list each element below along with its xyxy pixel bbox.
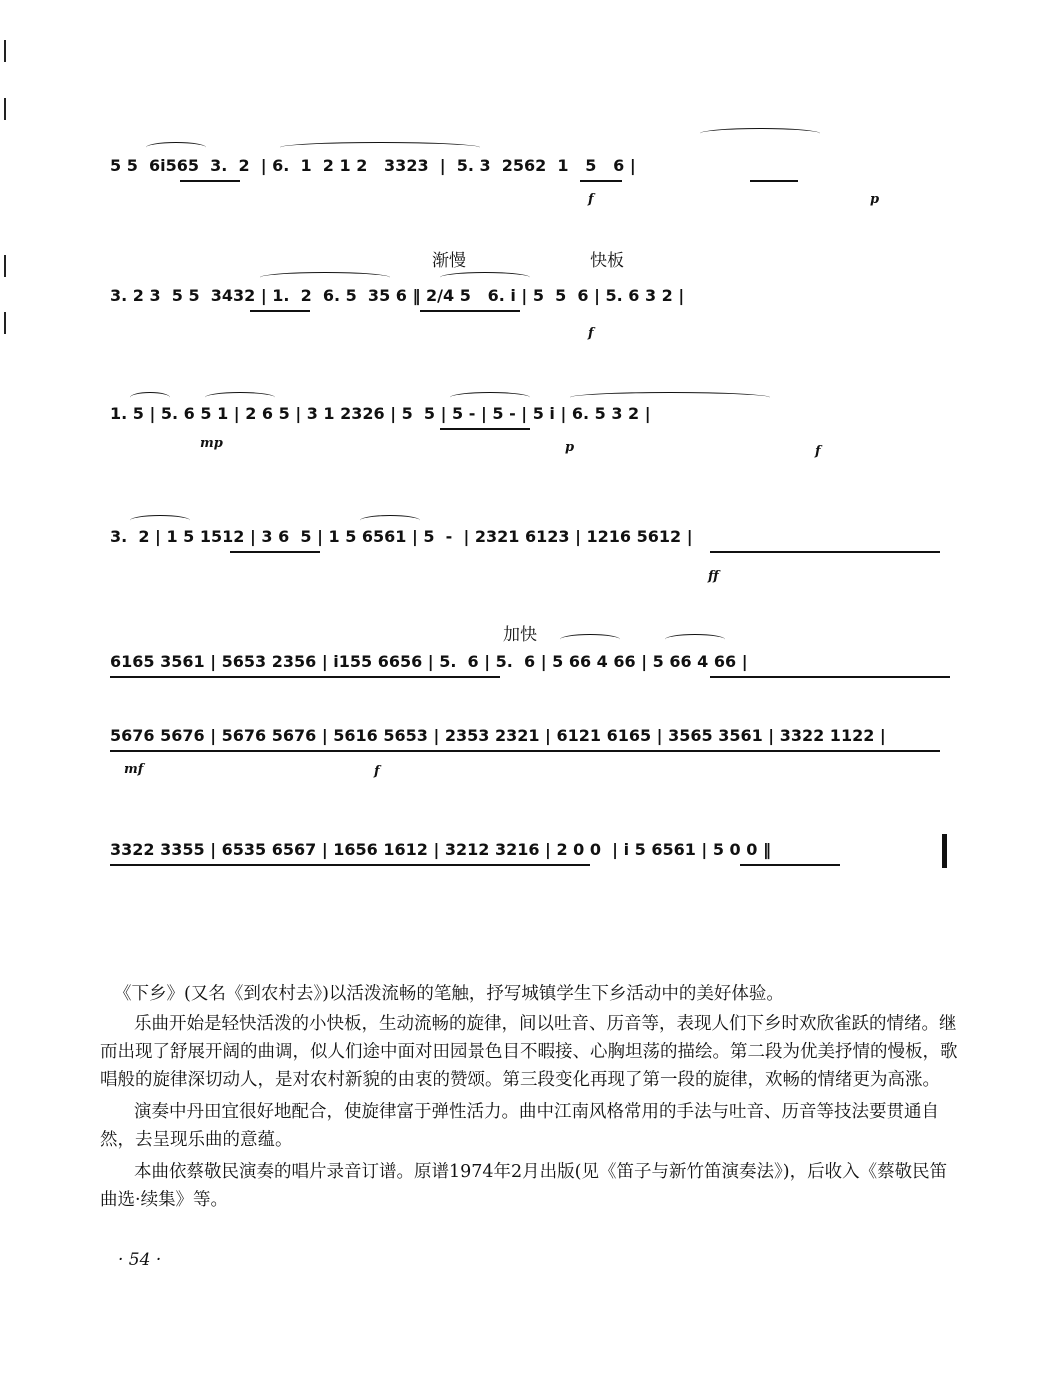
- dynamic-mark: f: [588, 326, 594, 341]
- dynamic-mark: f: [588, 192, 594, 207]
- score-row-3: [110, 392, 955, 462]
- score-row-5: [110, 640, 955, 710]
- score-row-1: [110, 140, 955, 210]
- notation-text: 6165 3561 | 5653 2356 | i155 6656 | 5. 6 | 5. 6 | 5 66 4 66 | 5 66 4 66 |: [110, 652, 748, 671]
- dynamic-mark: ff: [708, 569, 719, 584]
- score-row-7: [110, 830, 955, 900]
- notation-text: 3322 3355 | 6535 6567 | 1656 1612 | 3212 3216 | 2 0 0 | i 5 6561 | 5 0 0 ‖: [110, 840, 771, 859]
- description-text: [100, 980, 960, 1214]
- tempo-marking-fast: 快板: [590, 251, 624, 271]
- dynamic-mark: mp: [200, 436, 223, 451]
- notation-text: 3. 2 3 5 5 3432 | 1. 2 6. 5 35 6 ‖ 2/4 5 6. i | 5 5 6 | 5. 6 3 2 |: [110, 286, 685, 305]
- tempo-marking-faster: 加快: [503, 625, 537, 645]
- paragraph-source: 本曲依蔡敬民演奏的唱片录音订谱。原谱1974年2月出版(见《笛子与新竹笛演奏法》)，后收入《蔡敬民笛曲选·续集》等。: [100, 1162, 948, 1210]
- notation-text: 3. 2 | 1 5 1512 | 3 6 5 | 1 5 6561 | 5 - | 2321 6123 | 1216 5612 |: [110, 527, 693, 546]
- dynamic-mark: f: [374, 764, 380, 779]
- dynamic-mark: p: [565, 440, 575, 455]
- paragraph-structure: 乐曲开始是轻快活泼的小快板，生动流畅的旋律，间以吐音、历音等，表现人们下乡时欢欣雀跃的情绪。继而出现了舒展开阔的曲调，似人们途中面对田园景色目不暇接、心胸坦荡的描绘。第二段为优美抒情的慢板，歌唱般的旋律深切动人，是对农村新貌的由衷的赞颂。第三段变化再现了第一段的旋律，欢畅的情绪更为高涨。: [100, 1014, 958, 1090]
- dynamic-mark: p: [870, 192, 880, 207]
- paragraph-performance: 演奏中丹田宜很好地配合，使旋律富于弹性活力。曲中江南风格常用的手法与吐音、历音等技法要贯通自然，去呈现乐曲的意蕴。: [100, 1102, 939, 1150]
- notation-text: 1. 5 | 5. 6 5 1 | 2 6 5 | 3 1 2326 | 5 5 | 5 - | 5 - | 5 i | 6. 5 3 2 |: [110, 404, 651, 423]
- score-row-2: [110, 270, 955, 340]
- tempo-marking-slowing: 渐慢: [432, 251, 466, 271]
- dynamic-mark: f: [815, 444, 821, 459]
- score-row-6: [110, 718, 955, 788]
- notation-text: 5 5 6i565 3. 2 | 6. 1 2 1 2 3323 | 5. 3 2562 1 5 6 |: [110, 156, 636, 175]
- page-number: · 54 ·: [118, 1250, 162, 1270]
- paragraph-intro: 《下乡》(又名《到农村去》)以活泼流畅的笔触，抒写城镇学生下乡活动中的美好体验。: [114, 984, 784, 1004]
- dynamic-mark: mf: [124, 762, 144, 777]
- score-row-4: [110, 515, 955, 585]
- notation-text: 5676 5676 | 5676 5676 | 5616 5653 | 2353 2321 | 6121 6165 | 3565 3561 | 3322 1122 |: [110, 726, 886, 745]
